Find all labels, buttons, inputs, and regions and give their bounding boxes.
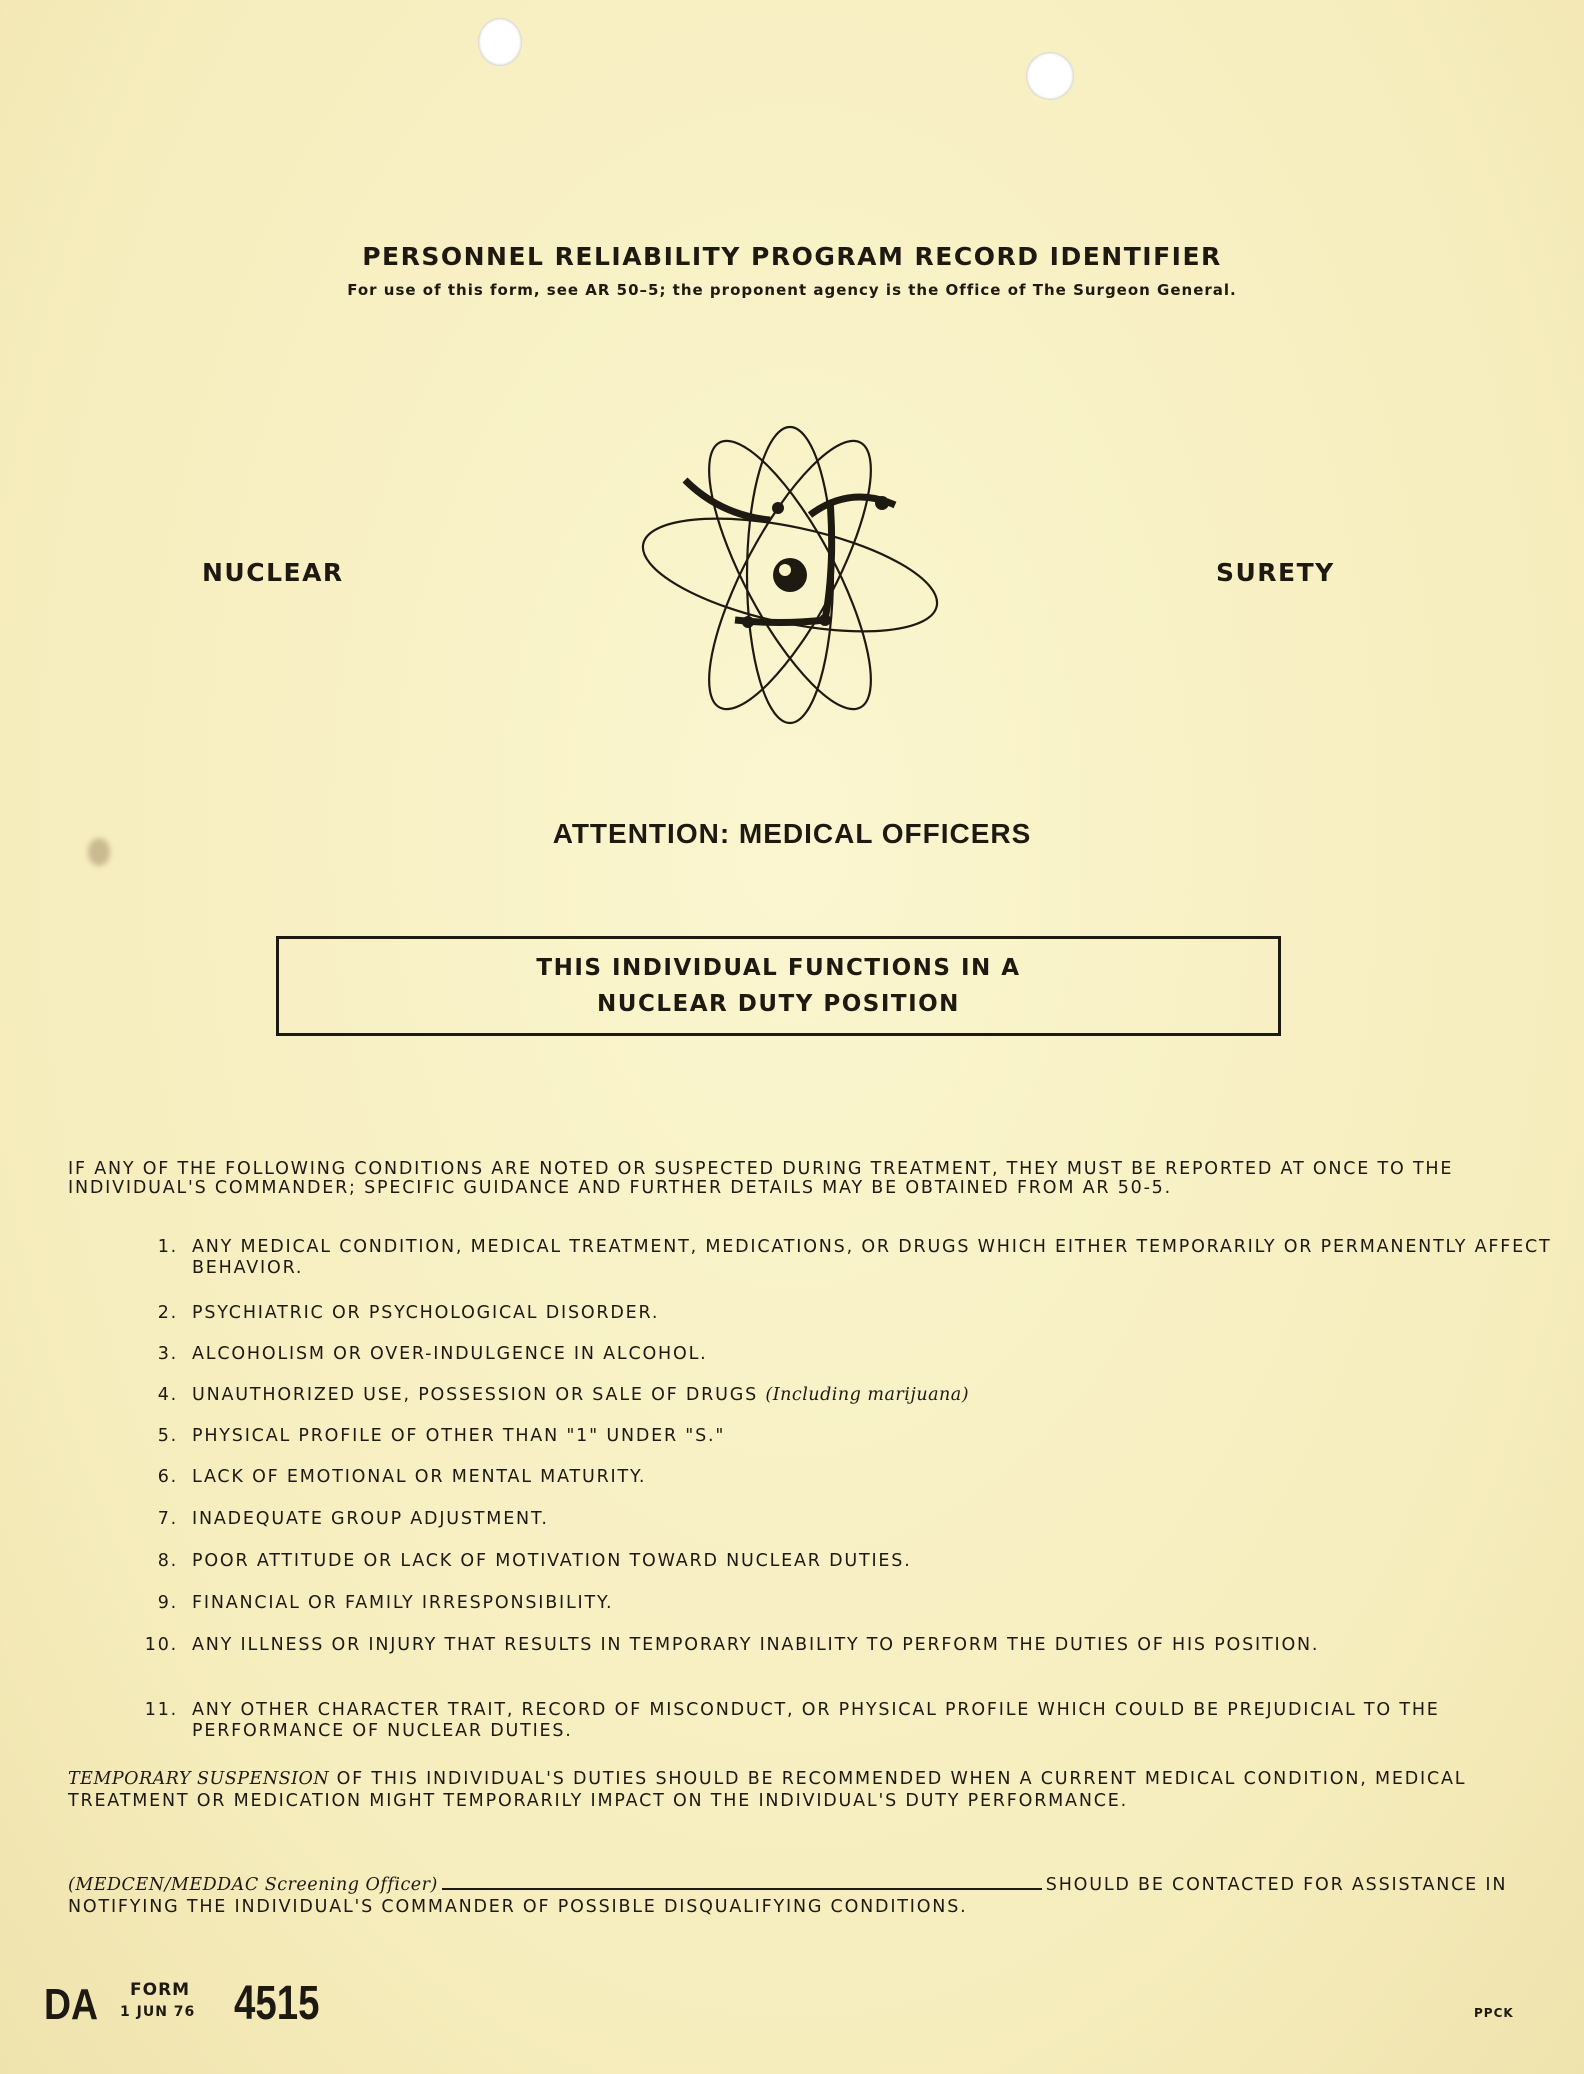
item-number: 5. [157, 1426, 178, 1446]
form-date: 1 JUN 76 [120, 2004, 196, 2020]
temporary-lead: TEMPORARY SUSPENSION [68, 1769, 330, 1789]
item-number: 9. [157, 1593, 178, 1613]
nuclear-label: NUCLEAR [202, 558, 344, 587]
notice-line-1: THIS INDIVIDUAL FUNCTIONS IN A [536, 955, 1021, 981]
item-text: ANY MEDICAL CONDITION, MEDICAL TREATMENT, MEDICATIONS, OR DRUGS WHICH EITHER TEMPORARILY OR PERMANENTLY AFFECT BEHAVIOR. [192, 1237, 1552, 1278]
atom-icon [625, 415, 955, 735]
item-number: 2. [157, 1303, 178, 1323]
item-text: PSYCHIATRIC OR PSYCHOLOGICAL DISORDER. [192, 1303, 660, 1323]
item-text: LACK OF EMOTIONAL OR MENTAL MATURITY. [192, 1467, 647, 1487]
form-subtitle: For use of this form, see AR 50–5; the proponent agency is the Office of The Surgeon General. [347, 281, 1237, 299]
item-number: 3. [157, 1344, 178, 1364]
item-text: ANY ILLNESS OR INJURY THAT RESULTS IN TEMPORARY INABILITY TO PERFORM THE DUTIES OF HIS POSITION. [192, 1635, 1320, 1655]
item-number: 10. [144, 1635, 178, 1655]
temporary-text: OF THIS INDIVIDUAL'S DUTIES SHOULD BE RECOMMENDED WHEN A CURRENT MEDICAL CONDITION, MEDICAL TREATMENT OR MEDICATION MIGHT TEMPORARILY IMPACT ON THE INDIVIDUAL'S DUTY PERFORMANCE. [68, 1769, 1467, 1811]
item-number: 11. [144, 1700, 178, 1720]
item-text: FINANCIAL OR FAMILY IRRESPONSIBILITY. [192, 1593, 614, 1613]
temporary-suspension-paragraph [68, 1768, 1528, 1812]
item-text: INADEQUATE GROUP ADJUSTMENT. [192, 1509, 549, 1529]
screening-officer-field[interactable] [442, 1874, 1042, 1890]
print-code: PPCK [1474, 2006, 1514, 2020]
item-text: ALCOHOLISM OR OVER-INDULGENCE IN ALCOHOL. [192, 1344, 708, 1364]
item-number: 4. [157, 1385, 178, 1405]
screening-text: SHOULD BE CONTACTED FOR ASSISTANCE IN NOTIFYING THE INDIVIDUAL'S COMMANDER OF POSSIBLE DISQUALIFYING CONDITIONS. [68, 1875, 1508, 1917]
form-da: DA [44, 1980, 99, 2029]
item-text: POOR ATTITUDE OR LACK OF MOTIVATION TOWARD NUCLEAR DUTIES. [192, 1551, 912, 1571]
surety-label: SURETY [1216, 558, 1335, 587]
notice-line-2: NUCLEAR DUTY POSITION [597, 991, 960, 1017]
intro-paragraph: IF ANY OF THE FOLLOWING CONDITIONS ARE NOTED OR SUSPECTED DURING TREATMENT, THEY MUST BE REPORTED AT ONCE TO THE INDIVIDUAL'S COMMANDER; SPECIFIC GUIDANCE AND FURTHER DETAILS MAY BE OBTAINED FROM AR 50-5. [68, 1159, 1454, 1198]
form-number: 4515 [234, 1977, 320, 2030]
screening-label: (MEDCEN/MEDDAC Screening Officer) [68, 1875, 438, 1895]
form-label: FORM [130, 1980, 191, 2000]
screening-paragraph [68, 1874, 1538, 1918]
item-text: PHYSICAL PROFILE OF OTHER THAN "1" UNDER "S." [192, 1426, 726, 1446]
notice-box [276, 936, 1281, 1036]
item-text: UNAUTHORIZED USE, POSSESSION OR SALE OF DRUGS [192, 1385, 759, 1405]
attention-heading: ATTENTION: MEDICAL OFFICERS [552, 818, 1032, 849]
item-number: 7. [157, 1509, 178, 1529]
item-text: ANY OTHER CHARACTER TRAIT, RECORD OF MISCONDUCT, OR PHYSICAL PROFILE WHICH COULD BE PREJUDICIAL TO THE PERFORMANCE OF NUCLEAR DUTIES. [192, 1700, 1440, 1741]
item-number: 6. [157, 1467, 178, 1487]
form-title: PERSONNEL RELIABILITY PROGRAM RECORD IDENTIFIER [362, 242, 1222, 271]
item-number: 8. [157, 1551, 178, 1571]
item-text-wrap [192, 1385, 1562, 1406]
item-note: (Including marijuana) [765, 1385, 970, 1405]
punch-hole [478, 18, 522, 66]
punch-hole [1026, 52, 1074, 100]
item-number: 1. [157, 1237, 178, 1257]
